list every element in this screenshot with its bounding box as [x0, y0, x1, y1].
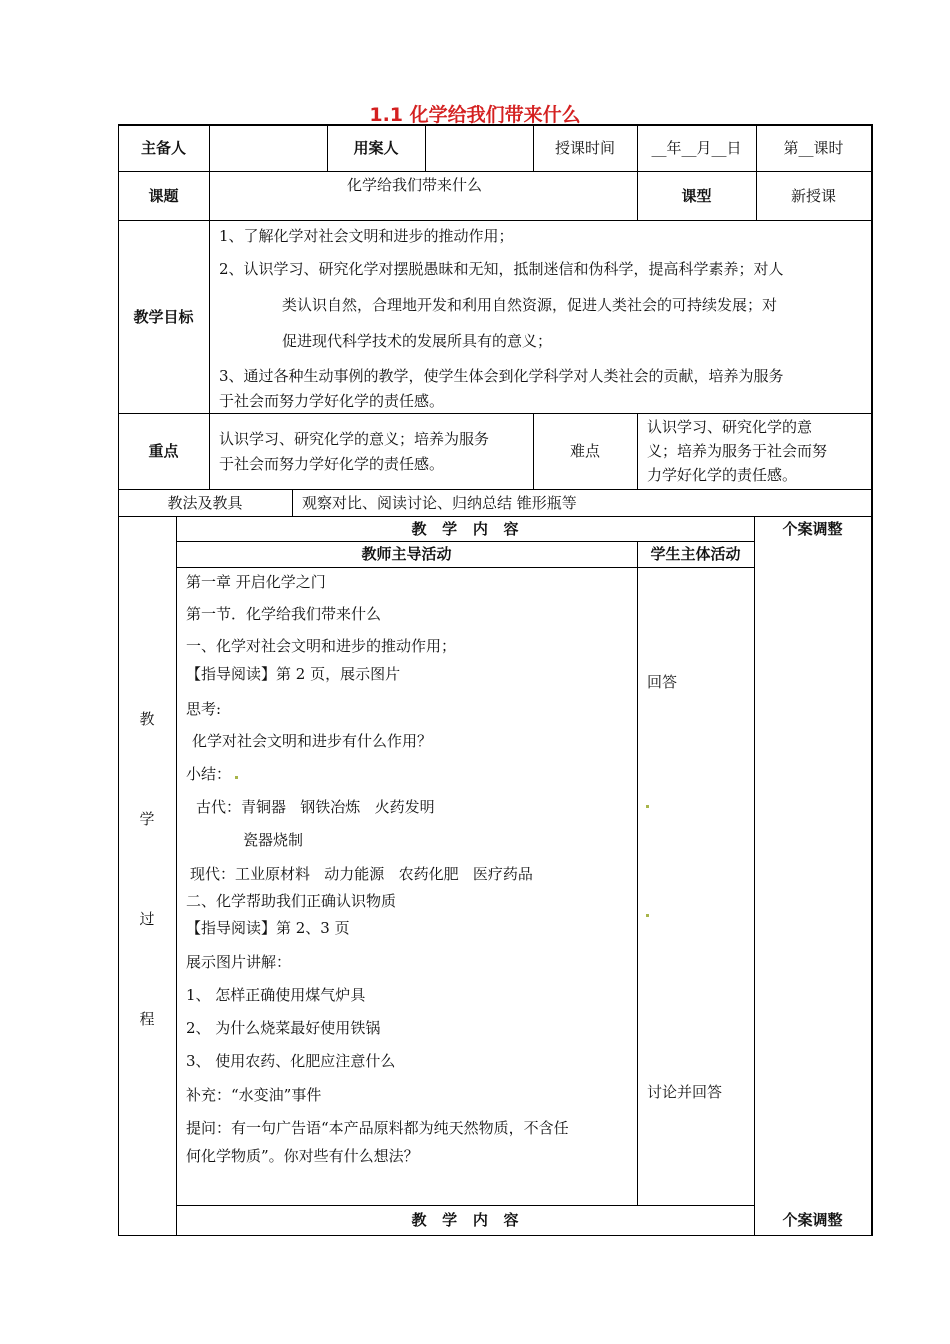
objective-line: 促进现代科学技术的发展所具有的意义； — [282, 332, 553, 350]
objectives-label: 教学目标 — [133, 307, 194, 326]
process-side-char: 教 — [139, 710, 155, 728]
teacher-line: 【指导阅读】第 2、3 页 — [186, 919, 350, 937]
teacher-line: 补充：“水变油”事件 — [186, 1086, 322, 1104]
scan-mark — [646, 805, 649, 808]
objective-line: 1、了解化学对社会文明和进步的推动作用； — [219, 227, 514, 245]
teacher-line: 二、化学帮助我们正确认识物质 — [186, 892, 397, 910]
teacher-line: 瓷器烧制 — [243, 831, 304, 849]
scan-mark — [235, 776, 238, 779]
teacher-line: 提问：有一句广告语“本产品原料都为纯天然物质，不含任 — [186, 1119, 569, 1137]
teacher-line: 第一章 开启化学之门 — [186, 573, 326, 591]
teacher-header: 教师主导活动 — [361, 545, 452, 563]
date-value: __年__月__日 — [651, 138, 742, 157]
footer-content-header: 教 学 内 容 — [411, 1211, 519, 1229]
difficult-label: 难点 — [569, 442, 600, 460]
key-point-line: 于社会而努力学好化学的责任感。 — [219, 455, 445, 473]
preparer-label: 主备人 — [140, 138, 186, 157]
teacher-line: 【指导阅读】第 2 页，展示图片 — [186, 665, 401, 683]
process-side-char: 过 — [139, 910, 155, 928]
objective-line: 类认识自然，合理地开发和利用自然资源，促进人类社会的可持续发展；对 — [282, 296, 778, 314]
objective-line: 2、认识学习、研究化学对摆脱愚昧和无知，抵制迷信和伪科学，提高科学素养；对人 — [219, 260, 784, 278]
footer-adjust-header: 个案调整 — [782, 1211, 843, 1229]
user-value — [425, 124, 533, 171]
difficult-line: 认识学习、研究化学的意 — [647, 418, 813, 436]
period-value: 第__课时 — [783, 138, 844, 157]
teacher-line: 第一节．化学给我们带来什么 — [186, 605, 382, 623]
time-label: 授课时间 — [554, 138, 615, 157]
methods-label: 教法及教具 — [167, 493, 243, 512]
difficult-line: 义；培养为服务于社会而努 — [647, 442, 828, 460]
objective-line: 3、通过各种生动事例的教学，使学生体会到化学科学对人类社会的贡献，培养为服务 — [219, 367, 784, 385]
type-value: 新授课 — [790, 186, 836, 205]
objective-line: 于社会而努力学好化学的责任感。 — [219, 392, 445, 410]
teacher-line: 一、化学对社会文明和进步的推动作用； — [186, 637, 457, 655]
teacher-line: 小结： — [186, 765, 232, 783]
student-answer: 回答 — [647, 673, 678, 691]
teacher-line: 何化学物质”。你对些有什么想法？ — [186, 1147, 419, 1165]
teacher-line: 现代：工业原材料 动力能源 农药化肥 医疗药品 — [190, 865, 533, 883]
adjust-header: 个案调整 — [782, 519, 843, 538]
process-side-char: 程 — [139, 1010, 155, 1028]
key-points-label: 重点 — [148, 442, 179, 460]
methods-value: 观察对比、阅读讨论、归纳总结 锥形瓶等 — [302, 494, 577, 512]
scan-mark — [646, 914, 649, 917]
topic-label: 课题 — [148, 186, 179, 205]
key-point-line: 认识学习、研究化学的意义；培养为服务 — [219, 430, 490, 448]
student-answer: 讨论并回答 — [647, 1083, 723, 1101]
difficult-line: 力学好化学的责任感。 — [647, 466, 798, 484]
topic-value: 化学给我们带来什么 — [347, 176, 483, 194]
teacher-line: 古代：青铜器 钢铁冶炼 火药发明 — [196, 798, 435, 816]
content-header: 教 学 内 容 — [411, 519, 519, 538]
student-header: 学生主体活动 — [650, 545, 741, 563]
user-label: 用案人 — [353, 138, 399, 157]
process-side-char: 学 — [139, 810, 155, 828]
teacher-line: 3、 使用农药、化肥应注意什么 — [186, 1052, 396, 1070]
type-label: 课型 — [681, 186, 712, 205]
document-title: 1.1 化学给我们带来什么 — [369, 104, 581, 126]
teacher-line: 1、 怎样正确使用煤气炉具 — [186, 986, 366, 1004]
teacher-line: 展示图片讲解： — [186, 953, 292, 971]
teacher-line: 2、 为什么烧菜最好使用铁锅 — [186, 1019, 381, 1037]
preparer-value — [209, 124, 327, 171]
teacher-line: 化学对社会文明和进步有什么作用？ — [192, 732, 433, 750]
teacher-line: 思考: — [186, 700, 222, 718]
